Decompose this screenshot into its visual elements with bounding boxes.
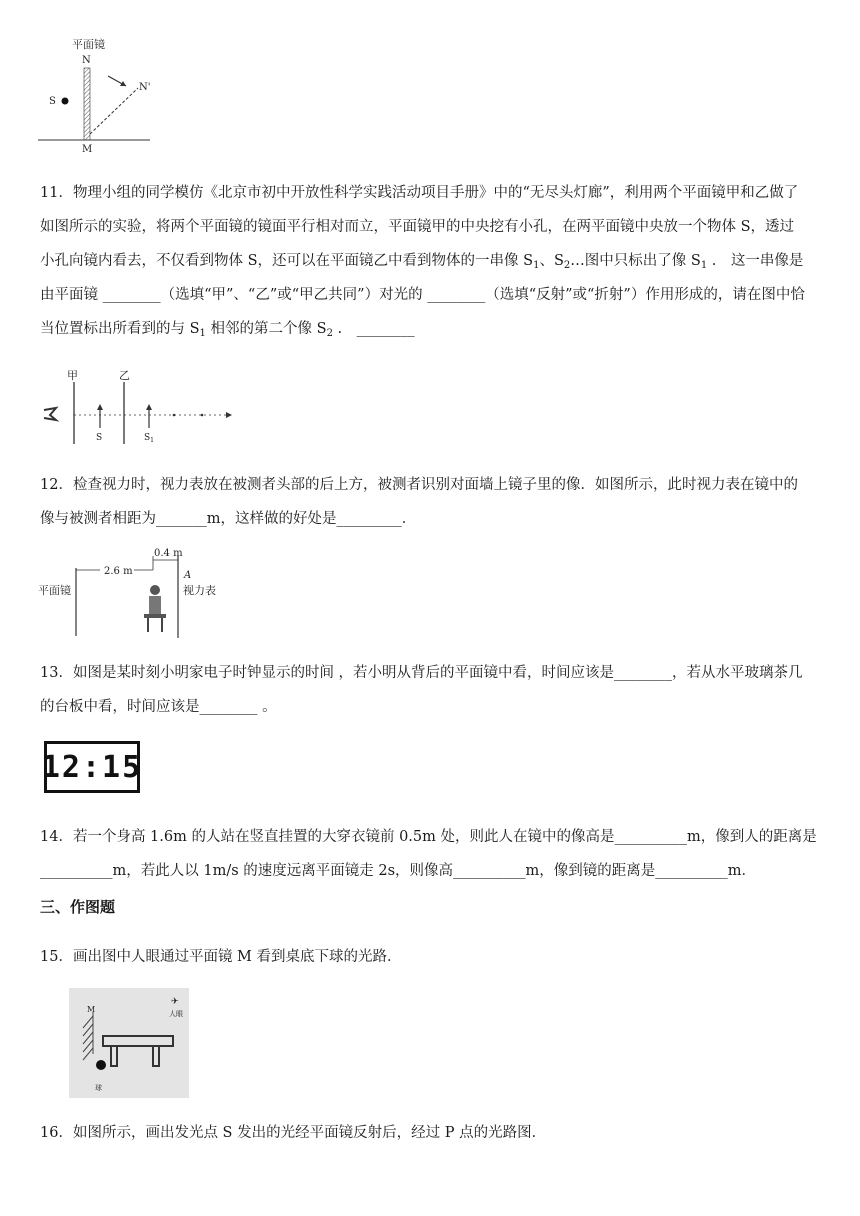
q12-line2: 像与被测者相距为_______m，这样做的好处是_________．: [40, 511, 417, 527]
fig15-eye-label: 人眼: [169, 1010, 183, 1018]
q16-line1: 16．如图所示，画出发光点 S 发出的光经平面镜反射后，经过 P 点的光路图．: [40, 1125, 547, 1141]
image-s1-head: [146, 404, 152, 410]
fig10-m-label: M: [82, 144, 93, 155]
fig10-nprime-label: N': [139, 82, 151, 93]
table-ball-figure: [69, 988, 189, 1098]
q11-line4: 由平面镜 ________（选填“甲”、“乙”或“甲乙共同”）对光的 ________（选填“反射”或“折射”）作用形成的，请在图中恰: [40, 287, 805, 303]
ball: [96, 1060, 106, 1070]
eye-test-figure: [38, 544, 224, 642]
object-s-head: [97, 404, 103, 410]
q13-line1: 13．如图是某时刻小明家电子时钟显示的时间 ，若小明从背后的平面镜中看，时间应该是________，若从水平玻璃茶几: [40, 665, 803, 681]
q11-line3-b: 、S: [539, 253, 564, 269]
eye-icon: [44, 408, 56, 420]
mirror-normal-figure: [38, 34, 156, 156]
q11-sub2-b: 2: [326, 328, 333, 339]
clock-display: 12:15: [41, 749, 143, 785]
dot: [201, 414, 204, 417]
fig11-s-label: S: [96, 433, 103, 443]
eye-marker-icon: ✈: [171, 997, 179, 1007]
section-heading: 三、作图题: [40, 898, 116, 916]
q11-line3-d: . 这一串像是: [707, 253, 804, 269]
dot: [173, 414, 176, 417]
q14-line1: 14．若一个身高 1.6m 的人站在竖直挂置的大穿衣镜前 0.5m 处，则此人在镜中的像高是__________m，像到人的距离是: [40, 829, 817, 845]
q11-line5-c: . ________: [332, 321, 415, 337]
q11-line1: 11．物理小组的同学模仿《北京市初中开放性科学实践活动项目手册》中的“无尽头灯廊”，利用两个平面镜甲和乙做了: [40, 185, 799, 201]
fig12-dist1: 2.6 m: [104, 566, 133, 577]
digital-clock: [41, 741, 143, 793]
fig15-ball-label: 球: [95, 1084, 102, 1092]
q11-sub1-b: 1: [700, 260, 708, 271]
q11-line5-b: 相邻的第二个像 S: [205, 321, 327, 337]
fig12-a-label: A: [184, 570, 192, 581]
q13-line2: 的台板中看，时间应该是________ 。: [40, 699, 277, 715]
q11-line5-a: 当位置标出所看到的与 S: [40, 321, 200, 337]
q11-line3-c: …图中只标出了像 S: [570, 253, 701, 269]
axis-arrow: [226, 412, 232, 418]
q14-line2: __________m，若此人以 1m/s 的速度远离平面镜走 2s，则像高__________m，像到镜的距离是__________m．: [40, 863, 757, 879]
fig10-mirror-label: 平面镜: [72, 38, 105, 51]
fig11-yi-label: 乙: [119, 369, 130, 382]
q11-sub1-a: 1: [533, 260, 540, 271]
fig10-s-label: S: [49, 96, 56, 107]
q11-sub2-a: 2: [563, 260, 571, 271]
q11-sub1-c: 1: [199, 328, 206, 339]
q12-line1: 12．检查视力时，视力表放在被测者头部的后上方，被测者识别对面墙上镜子里的像．如图所示，此时视力表在镜中的: [40, 477, 798, 493]
q11-line3-a: 小孔向镜内看去，不仅看到物体 S，还可以在平面镜乙中看到物体的一串像 S: [40, 253, 534, 269]
normal-line: [90, 88, 138, 134]
fig15-m-label: M: [87, 1005, 96, 1014]
q11-line2: 如图所示的实验，将两个平面镜的镜面平行相对而立，平面镜甲的中央挖有小孔，在两平面镜中央放一个物体 S，透过: [40, 219, 795, 235]
fig12-mirror-label: 平面镜: [38, 584, 71, 597]
fig11-jia-label: 甲: [67, 369, 78, 382]
fig10-n-label: N: [82, 55, 91, 66]
plane-mirror: [84, 68, 90, 140]
person-seated: [144, 585, 166, 632]
fig11-s1-label: $S_1$: [144, 433, 154, 444]
q11-line5: [40, 312, 830, 351]
point-s: [62, 98, 69, 105]
fig12-dist2: 0.4 m: [154, 548, 183, 559]
q15-line1: 15．画出图中人眼通过平面镜 M 看到桌底下球的光路．: [40, 949, 402, 965]
fig12-chart-label: 视力表: [183, 584, 216, 597]
endless-lamp-figure: [40, 366, 240, 448]
